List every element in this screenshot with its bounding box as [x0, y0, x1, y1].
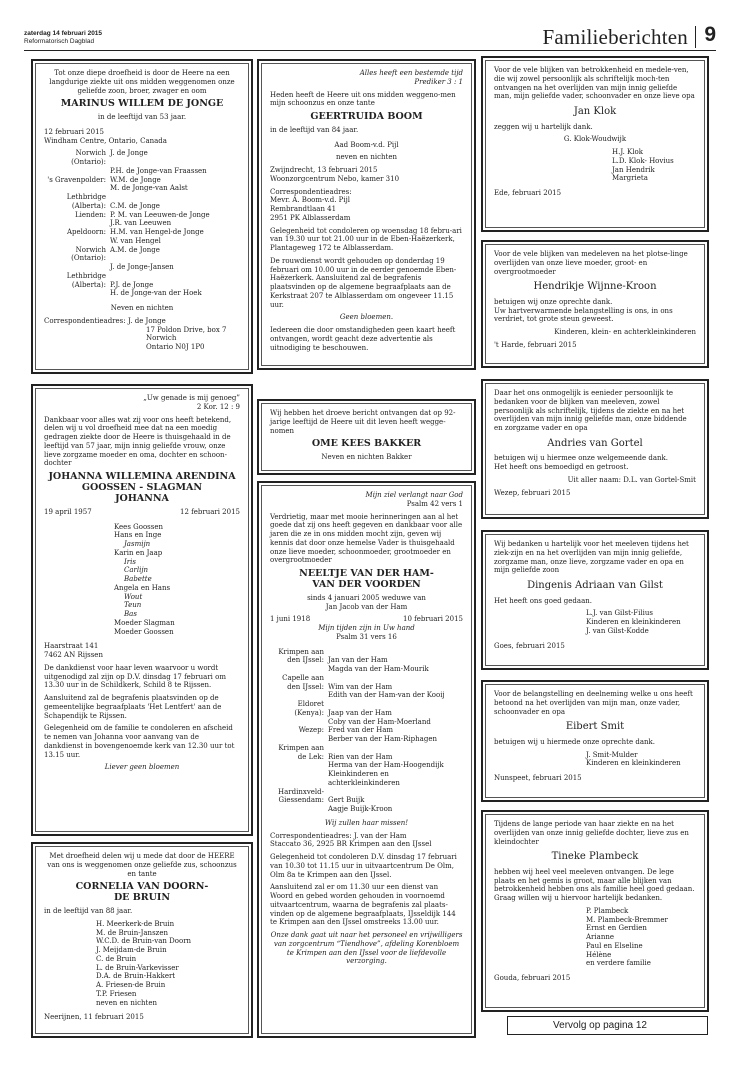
deceased-name: MARINUS WILLEM DE JONGE — [60, 98, 224, 110]
deceased-name: Jan Klok — [573, 106, 617, 117]
family-location: den IJssel: — [287, 682, 324, 691]
family-member — [328, 788, 463, 797]
signatory: Aad Boom-v.d. Pijl — [334, 140, 399, 149]
family-member: J. Meijdam-de Bruin — [96, 946, 167, 955]
life-dates — [270, 615, 463, 624]
notice-ome-kees-bakker — [257, 399, 476, 475]
family-member: Paul en Elseline — [586, 941, 643, 950]
family-location: Eldoret — [297, 700, 324, 709]
place-date: Goes, februari 2015 — [494, 641, 565, 650]
address-line: Ontario N0J 1P0 — [146, 343, 205, 352]
motto: Mijn tijden zijn in Uw hand — [318, 624, 415, 633]
notice-marinus-de-jonge — [31, 59, 253, 374]
correspondence-address — [270, 188, 463, 223]
family-member — [110, 272, 240, 281]
burial-info: Aansluitend zal de begrafenis plaatsvinden op de gemeentelijke begraafplaats 'Het Lentfert' aan de Schapendijk te Rijssen. — [44, 694, 222, 720]
family-list — [114, 523, 240, 637]
family-member: Aagje Buijk-Kroon — [328, 805, 393, 814]
service-info: De rouwdienst wordt gehouden op donderdag 19 februari om 10.00 uur in de eerder genoemde Eben-Haëzerkerk. Aansluitend zal de begrafenis plaatsvinden op de algemene begraafplaats aan de Kerkstraat 207 te Alblasserdam om ongeveer 11.15 uur. — [270, 256, 457, 309]
deceased-name: GEERTRUIDA BOOM — [310, 111, 423, 122]
family-member: M. Plambeck-Bremmer — [586, 915, 668, 924]
notice-andries-van-gortel — [481, 379, 709, 519]
family-member: Margrieta — [612, 174, 648, 183]
family-member — [328, 674, 463, 683]
family-member: Gert Buijk — [328, 796, 365, 805]
death-date: 10 februari 2015 — [403, 615, 463, 624]
family-member: H.J. Klok — [612, 148, 643, 156]
family-member: Jan van der Ham — [328, 656, 388, 665]
family-list — [586, 751, 696, 769]
name-line: VAN DER VOORDEN — [312, 578, 421, 590]
header-rule — [24, 50, 716, 51]
family-list — [44, 149, 240, 298]
family-location: 's Gravenpolder: — [47, 175, 106, 184]
family-member: Magda van der Ham-Mourik — [328, 665, 429, 674]
place-date: Neerijnen, 11 februari 2015 — [44, 1013, 144, 1022]
life-dates — [44, 508, 240, 517]
age-line: in de leeftijd van 88 jaar. — [44, 907, 133, 916]
thanks-line: betuigen wij u hiermee onze welgemeende dank. — [494, 454, 668, 463]
address-line: 7462 AN Rijssen — [44, 651, 103, 660]
age-line: in de leeftijd van 53 jaar. — [97, 113, 187, 122]
notice-dingenis-van-gilst — [481, 530, 709, 670]
nephews-line: neven en nichten — [336, 153, 397, 162]
deceased-name: Andries van Gortel — [547, 437, 643, 449]
family-member: Babette — [124, 575, 152, 584]
family-member: Karin en Jaap — [114, 548, 163, 557]
family-member: H. Meerkerk-de Bruin — [96, 919, 175, 928]
deceased-name: Tineke Plambeck — [551, 851, 639, 863]
condolence-info: Gelegenheid tot condoleren op woensdag 18 febru-ari van 19.30 uur tot 21.00 uur in de Eben-Haëzerkerk, Plantageweg 172 te Alblasserdam. — [270, 226, 462, 253]
family-member: Hans en Inge — [114, 531, 162, 540]
family-location: Capelle aan — [282, 673, 324, 682]
family-member: Jaap van der Ham — [328, 708, 392, 717]
place-date — [270, 166, 463, 184]
deceased-name: OME KEES BAKKER — [311, 438, 422, 450]
family-location: Lethbridge — [66, 193, 106, 202]
family-location: de Lek: — [297, 752, 324, 761]
correspondence-address — [270, 832, 463, 850]
family-member — [328, 648, 463, 657]
flowers-note: Geen bloemen. — [339, 313, 394, 322]
family-member: M. de Bruin-Janszen — [96, 928, 168, 937]
family-member: P.H. de Jonge-van Fraassen — [110, 166, 207, 175]
condolence-info: Gelegenheid tot condoleren D.V. dinsdag 17 februari van 10.30 tot 11.15 uur in uitvaartcentrum De Olm, Olm 8a te Krimpen aan den IJssel. — [270, 853, 457, 879]
address-line: Mevr. A. Boom-v.d. Pijl — [270, 196, 351, 205]
family-location — [44, 263, 106, 272]
death-date: 12 februari 2015 — [180, 507, 240, 516]
family-location: (Alberta): — [71, 280, 106, 289]
deceased-name — [44, 472, 240, 505]
deceased-name: Eibert Smit — [565, 721, 625, 733]
family-member — [328, 744, 463, 753]
family-list — [586, 907, 696, 968]
name-line: CORNELIA VAN DOORN- — [75, 881, 209, 893]
notice-intro: Voor de vele blijken van betrokkenheid en medele-ven, die wij zowel persoonlijk als schriftelijk moch-ten ontvangen na het overlijden van mijn innig geliefde man, mijn geliefde vader, schoonvader en onze lieve opa — [494, 66, 695, 101]
family-member: H.M. van Hengel-de Jonge — [110, 228, 204, 237]
correspondence-address — [44, 317, 240, 352]
family-location — [44, 167, 106, 176]
family-member: J. de Jonge — [110, 149, 148, 158]
family-member: Rien van der Ham — [328, 752, 393, 761]
address-line: Rembrandtlaan 41 — [270, 205, 337, 214]
service-info: Aansluitend zal er om 11.30 uur een dienst van Woord en gebed worden gehouden in voornoemd uitvaartcentrum, waarna de begrafenis zal plaats-vinden op de algemene begraafplaats, IJsseldijk 144 te Krimpen aan den IJssel omstreeks 13.00 uur. — [270, 883, 456, 927]
family-location: Krimpen aan — [278, 743, 324, 752]
family-list — [270, 648, 463, 814]
home-address — [44, 642, 240, 660]
family-member: Kees Goossen — [114, 522, 163, 531]
condolence-info: Gelegenheid om de familie te condoleren en afscheid te nemen van Johanna voor aanvang van de dankdienst in bovengenoemde kerk van 12.30 uur tot 13.15 uur. — [44, 724, 235, 759]
place-date: Ede, februari 2015 — [494, 189, 562, 197]
continued-on-page-link[interactable]: Vervolg op pagina 12 — [507, 1016, 708, 1035]
widow-line: sinds 4 januari 2005 weduwe van — [307, 593, 426, 602]
thanks-line: zeggen wij u hartelijk dank. — [494, 122, 593, 131]
family-location: Lethbridge — [66, 271, 106, 280]
family-location — [270, 779, 324, 788]
family-location: Hardinxveld- — [278, 787, 324, 796]
family-member: Moeder Slagman — [114, 618, 175, 627]
family-member: H. de Jonge-van der Hoek — [110, 289, 202, 298]
family-member: Edith van der Ham-van der Kooij — [328, 691, 445, 700]
support-line: Het heeft ons bemoedigd en getroost. — [494, 463, 629, 471]
family-location — [270, 770, 324, 779]
family-member — [110, 193, 240, 202]
address-line: Correspondentieadres: — [270, 187, 352, 196]
notice-intro: Wij hebben het droeve bericht ontvangen dat op 92-jarige leeftijd de Heere uit dit leven heeft wegge-nomen — [270, 409, 456, 435]
family-location — [270, 735, 324, 744]
family-location: Lienden: — [74, 210, 106, 219]
family-member: Wout — [124, 592, 143, 601]
family-member: W. van Hengel — [110, 236, 161, 245]
family-member: Moeder Goossen — [114, 627, 174, 636]
family-member: Bas — [124, 610, 137, 619]
bible-reference: Psalm 42 vers 1 — [406, 499, 463, 508]
notice-intro: Voor de vele blijken van medeleven na het plotse-linge overlijden van onze lieve moeder, groot- en overgrootmoeder — [494, 250, 688, 276]
family-member: L.D. Klok- Hovius — [612, 156, 674, 165]
notice-jan-klok — [481, 56, 709, 232]
notice-intro: Dankbaar voor alles wat zij voor ons heeft betekend, delen wij u vol droefheid mee dat na een moedig gedragen ziekte door de Heere is thuisgehaald in de leeftijd van 57 jaar, mijn innig geliefde vrouw, onze lieve zorgzame moeder en oma, dochter en schoon-dochter — [44, 415, 232, 468]
notice-intro: Heden heeft de Heere uit ons midden weggeno-men mijn schoonzus en onze tante — [270, 90, 456, 108]
name-line: JOHANNA WILLEMINA ARENDINA — [48, 471, 236, 482]
family-member: Kleinkinderen en — [328, 770, 389, 779]
notice-intro: Tijdens de lange periode van haar ziekte en na het overlijden van onze innig geliefde dochter, lieve zus en kleindochter — [494, 820, 689, 846]
family-member: P. M. van Leeuwen-de Jonge — [110, 210, 210, 219]
family-member: Hélène — [586, 950, 612, 959]
family-member: D.A. de Bruin-Hakkert — [96, 972, 176, 981]
family-member: Ernst en Gerdien — [586, 924, 647, 933]
birth-date: 1 juni 1918 — [270, 615, 311, 624]
thanks-text: hebben wij heel veel meeleven ontvangen. De lege plaats en het gemis is groot, maar alle blijken van betrokkenheid hebben ons als familie heel goed gedaan. Graag willen wij u hiervoor hartelijk bedanken. — [494, 867, 695, 902]
nephews-line: Neven en nichten — [110, 304, 174, 313]
family-location — [270, 761, 324, 770]
family-location — [44, 184, 106, 193]
family-member: J. Smit-Mulder — [586, 750, 638, 759]
family-member: Fred van der Ham — [328, 726, 394, 735]
bible-quote: Mijn ziel verlangt naar God — [365, 491, 463, 499]
address-line: Correspondentieadres: J. van der Ham — [270, 831, 407, 840]
family-location: Apeldoorn: — [66, 228, 106, 237]
notice-eibert-smit — [481, 680, 709, 802]
family-member: Jasmijn — [124, 540, 151, 549]
place-date: 't Harde, februari 2015 — [494, 340, 577, 349]
header-divider — [695, 26, 696, 48]
family-list — [586, 609, 696, 635]
death-place: Windham Centre, Ontario, Canada — [44, 136, 167, 145]
family-member: Kinderen en kleinkinderen — [586, 618, 681, 626]
family-location: Norwich (Ontario): — [71, 149, 106, 167]
signatory: Neven en nichten Bakker — [321, 453, 412, 462]
notice-johanna-goossen — [31, 384, 253, 836]
family-location — [270, 718, 324, 727]
address-line: 2951 PK Alblasserdam — [270, 213, 351, 222]
family-member: A. Friesen-de Bruin — [96, 981, 166, 990]
bible-reference: 2 Kor. 12 : 9 — [196, 402, 240, 411]
flowers-note: Liever geen bloemen — [104, 763, 180, 772]
section-title: Familieberichten — [542, 25, 688, 49]
family-member: C.M. de Jonge — [110, 201, 160, 210]
name-line: GOOSSEN - SLAGMAN — [81, 481, 203, 493]
birth-date: 19 april 1957 — [44, 507, 92, 516]
family-member: Berber van der Ham-Riphagen — [328, 735, 437, 744]
family-member: J.R. van Leeuwen — [110, 219, 172, 228]
family-location — [270, 691, 324, 700]
deceased-name — [44, 882, 240, 904]
family-location — [270, 665, 324, 674]
family-location — [44, 219, 106, 228]
notice-tineke-plambeck — [481, 810, 709, 1012]
family-member: Carlijn — [124, 566, 149, 575]
signatory: G. Klok-Woudwijk — [563, 135, 627, 144]
address-line: 17 Poldon Drive, box 7 — [146, 325, 227, 334]
page-number: 9 — [704, 23, 716, 46]
thanks-line: betuigen wij u hiermede onze oprechte dank. — [494, 737, 655, 746]
place-line: Woonzorgcentrum Nebo, kamer 310 — [270, 174, 400, 183]
notice-intro: Tot onze diepe droefheid is door de Heere na een langdurige ziekte uit ons midden weggenomen onze geliefde zoon, broer, zwager en oom — [49, 69, 235, 95]
notice-intro: Verdrietig, maar met mooie herinneringen aan al het goede dat zij ons heeft gegeven en dankbaar voor alle jaren die ze in ons midden mocht zijn, geven wij kennis dat door onze hemelse Vader is thuisgehaald onze lieve moeder, schoonmoeder, grootmoeder en overgrootmoeder — [270, 512, 463, 565]
notice-intro: Met droefheid delen wij u mede dat door de HEERE van ons is weggenomen onze geliefde zus, schoonzus en tante — [47, 852, 237, 878]
family-location: Krimpen aan — [278, 647, 324, 656]
family-member: P. Plambeck — [586, 906, 629, 915]
signatory: Uit aller naam: D.L. van Gortel-Smit — [567, 475, 696, 484]
spouse-name: Jan Jacob van der Ham — [325, 602, 408, 611]
correspondence-label: Correspondentieadres: — [44, 316, 126, 325]
service-info: De dankdienst voor haar leven waarvoor u wordt uitgenodigd zal zijn op D.V. dinsdag 17 februari om 13.30 uur in de Schildkerk, Schild 8 te Rijssen. — [44, 663, 226, 690]
family-location: Giessendam: — [278, 796, 324, 805]
family-member: Coby van der Ham-Moerland — [328, 717, 431, 726]
place-date: Gouda, februari 2015 — [494, 974, 571, 982]
family-member: P.J. de Jonge — [110, 280, 154, 289]
bible-quote: Alles heeft een bestemde tijd — [359, 69, 463, 77]
family-member: L.J. van Gilst-Filius — [586, 609, 653, 618]
address-line: Haarstraat 141 — [44, 642, 99, 651]
family-location — [270, 805, 324, 814]
page-dateline — [24, 30, 102, 47]
deceased-name: Hendrikje Wijnne-Kroon — [533, 281, 657, 293]
invitation-note: Iedereen die door omstandigheden geen kaart heeft ontvangen, wordt geacht deze advertentie als uitnodiging te beschouwen. — [270, 326, 456, 352]
thanks-note: Onze dank gaat uit naar het personeel en vrijwilligers van zorgcentrum “Tiendhove”, afdeling Korenbloem te Krimpen aan den IJssel voor de liefdevolle verzorging. — [270, 931, 463, 966]
motto-reference: Psalm 31 vers 16 — [336, 632, 397, 641]
family-member: achterkleinkinderen — [328, 778, 400, 787]
family-member: Jan Hendrik — [612, 165, 655, 174]
family-member: M. de Jonge-van Aalst — [110, 184, 188, 193]
notice-neeltje-van-der-ham — [257, 481, 476, 1038]
family-member: C. de Bruin — [96, 954, 137, 963]
family-location: (Alberta): — [71, 201, 106, 210]
notice-intro: Wij bedanken u hartelijk voor het meeleven tijdens het ziek-zijn en na het overlijden van mijn innig geliefde, zorgzame man, onze lieve, zorgzame vader en opa en mijn geliefde zoon — [494, 540, 689, 575]
age-line: in de leeftijd van 84 jaar. — [270, 125, 359, 134]
thanks-line: betuigen wij onze oprechte dank. — [494, 297, 613, 306]
place-date: Wezep, februari 2015 — [494, 488, 571, 497]
family-member: W.C.D. de Bruin-van Doorn — [96, 937, 192, 946]
notice-hendrikje-wijnne-kroon — [481, 240, 709, 368]
deceased-name — [270, 569, 463, 591]
family-member: Herma van der Ham-Hoogendijk — [328, 761, 444, 770]
family-member: L. de Bruin-Varkevisser — [96, 963, 179, 972]
notice-geertruida-boom — [257, 59, 476, 370]
notice-intro: Voor de belangstelling en deelneming welke u ons heeft betoond na het overlijden van mijn man, onze vader, schoonvader en opa — [494, 690, 693, 716]
family-list — [96, 920, 240, 1008]
newspaper-name: Reformatorisch Dagblad — [24, 38, 95, 46]
family-member: A.M. de Jonge — [110, 245, 160, 254]
notice-intro: Daar het ons onmogelijk is eenieder persoonlijk te bedanken voor de blijken van meeleven, zowel persoonlijk als schriftelijk, tijdens de ziekte en na het overlijden van mijn innig geliefde man, onze biddende en zorgzame vader en opa — [494, 389, 687, 432]
name-line: NEELTJE VAN DER HAM- — [299, 568, 434, 579]
support-line: Uw hartverwarmende belangstelling is ons, in ons verdriet, tot grote steun geweest. — [494, 306, 673, 324]
family-location: (Kenya): — [294, 708, 324, 717]
name-line: DE BRUIN — [113, 892, 171, 904]
family-member: Kinderen en kleinkinderen — [586, 759, 681, 768]
family-location: den IJssel: — [287, 656, 324, 665]
address-line: J. de Jonge — [128, 316, 166, 325]
family-member: T.P. Friesen — [96, 989, 137, 998]
family-member: Arianne — [586, 933, 614, 941]
family-member: W.M. de Jonge — [110, 175, 161, 184]
bible-quote: „Uw genade is mij genoeg” — [143, 394, 240, 402]
notice-cornelia-van-doorn — [31, 842, 253, 1038]
family-location: Norwich (Ontario): — [71, 245, 106, 263]
address-line: Staccato 36, 2925 BR Krimpen aan den IJssel — [270, 840, 432, 849]
place-date: Nunspeet, februari 2015 — [494, 774, 582, 782]
family-list — [612, 148, 696, 183]
issue-date: zaterdag 14 februari 2015 — [24, 30, 103, 37]
family-member: en verdere familie — [586, 959, 651, 968]
signatory: Kinderen, klein- en achterkleinkinderen — [554, 328, 696, 336]
family-location: Wezep: — [298, 726, 324, 735]
family-member: J. van Gilst-Kodde — [586, 626, 649, 635]
address-line: Norwich — [146, 334, 177, 343]
death-date: 12 februari 2015 — [44, 127, 104, 136]
family-member: neven en nichten — [96, 998, 157, 1007]
closing-line: Wij zullen haar missen! — [324, 818, 409, 827]
family-member: Iris — [124, 557, 136, 566]
family-member: Wim van der Ham — [328, 682, 393, 691]
deceased-name: Dingenis Adriaan van Gilst — [527, 580, 663, 591]
family-member: Teun — [124, 601, 142, 610]
thanks-line: Het heeft ons goed gedaan. — [494, 596, 592, 605]
place-line: Zwijndrecht, 13 februari 2015 — [270, 166, 378, 175]
name-line: JOHANNA — [115, 492, 169, 504]
family-member — [328, 700, 463, 709]
family-member: Angela en Hans — [114, 583, 171, 592]
family-member: J. de Jonge-Jansen — [110, 263, 174, 272]
family-location — [44, 289, 106, 298]
family-location — [44, 237, 106, 246]
bible-reference: Prediker 3 : 1 — [414, 77, 463, 86]
